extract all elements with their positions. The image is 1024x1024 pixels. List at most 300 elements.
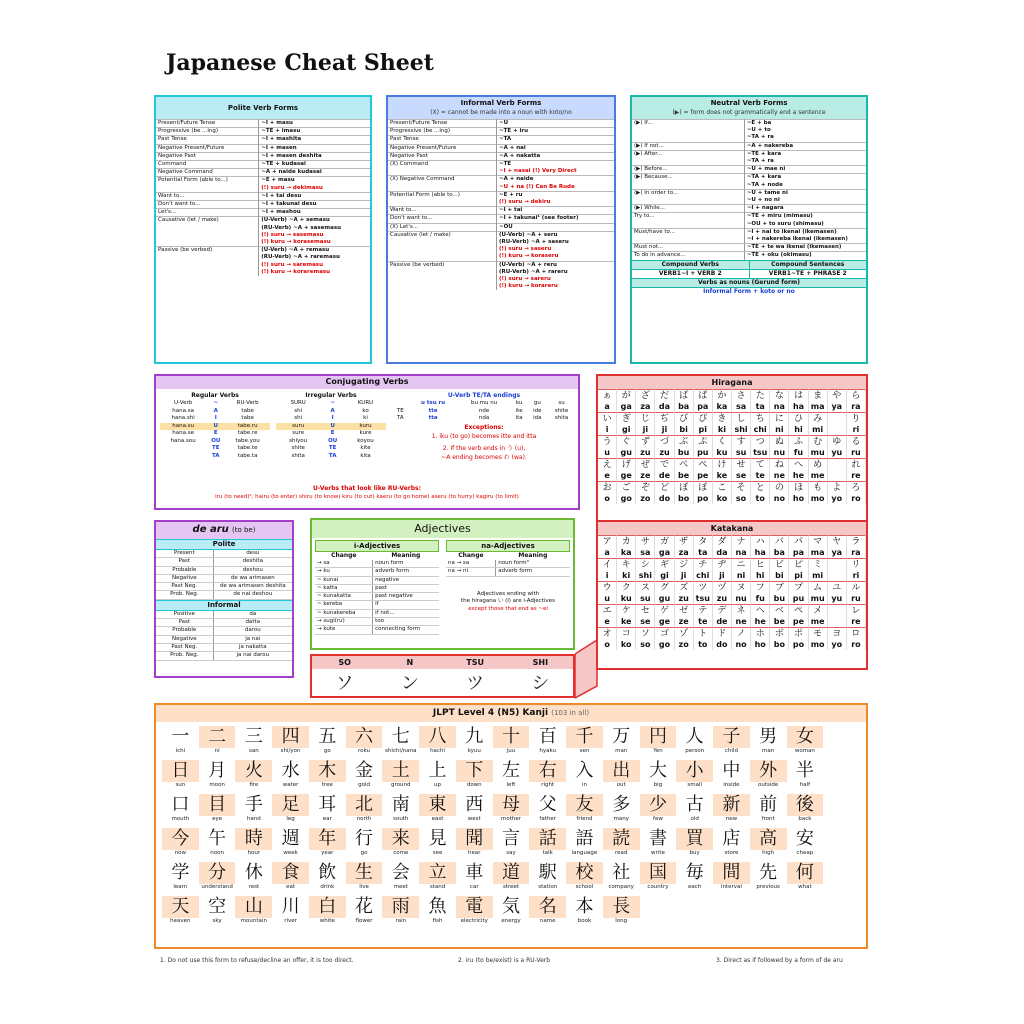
table-cell: KURU <box>357 400 374 406</box>
kana-romaji: ze <box>675 617 694 627</box>
kanji-cell <box>603 760 640 789</box>
kanji-cell <box>493 760 530 789</box>
row-meaning: connecting form <box>373 626 439 634</box>
kanji-char: 二 <box>199 726 236 748</box>
kana-romaji: to <box>751 494 770 504</box>
kanji-meaning: store <box>724 850 739 856</box>
row-value: (RU-Verb) ~A + rareru <box>498 268 568 275</box>
table-cell: su <box>558 400 565 406</box>
kanji-cell <box>309 794 346 823</box>
table-cell: ku <box>515 400 523 406</box>
kanji-char: 一 <box>171 726 190 747</box>
kanji-char: 女 <box>787 726 824 748</box>
kanji-meaning: what <box>798 884 812 890</box>
row-value: ja nai <box>213 635 292 643</box>
kana-romaji: e <box>598 471 617 481</box>
kanji-char: 人 <box>685 726 704 747</box>
kana-char: べ <box>675 458 694 471</box>
kanji-meaning: ground <box>391 782 411 788</box>
kana-romaji: bi <box>675 425 694 435</box>
kanji-meaning: street <box>502 884 520 890</box>
kana-char: ナ <box>732 535 751 548</box>
kana-romaji: bi <box>770 571 789 581</box>
kana-romaji: mo <box>809 494 828 504</box>
kana-char: ミ <box>809 558 828 571</box>
kanji-char: 円 <box>640 726 677 748</box>
table-row <box>388 276 614 283</box>
kana-char: ぱ <box>694 389 713 402</box>
kana-romaji: za <box>675 548 694 558</box>
kana-char: リ <box>847 558 866 571</box>
kanji-meaning: book <box>577 918 592 924</box>
table-cell: nde <box>478 407 490 414</box>
row-meaning: if <box>373 601 439 609</box>
gerund-label: Verbs as nouns (Gerund form) <box>632 278 866 287</box>
kana-romaji: ta <box>694 548 713 558</box>
row-value: ~I + masu <box>259 120 370 128</box>
kana-romaji: ga <box>655 548 674 558</box>
kanji-cell <box>529 794 566 823</box>
kanji-grid <box>156 722 866 925</box>
kanji-char: 大 <box>648 760 667 781</box>
table-row <box>276 453 386 461</box>
table-row <box>632 150 866 158</box>
kanji-meaning: leg <box>286 816 295 822</box>
kanji-char: 男 <box>759 726 778 747</box>
table-row <box>632 142 866 150</box>
kanji-char: 年 <box>309 828 346 850</box>
table-cell: shite <box>554 407 569 414</box>
kanji-cell <box>162 760 199 789</box>
kana-romaji: ne <box>732 617 751 627</box>
kana-char: グ <box>655 581 674 594</box>
kanji-meaning: understand <box>201 884 233 890</box>
kanji-meaning: kyuu <box>467 748 481 754</box>
kana-char: オ <box>598 627 617 640</box>
gerund-formula: Informal Form + koto or no <box>632 287 866 296</box>
row-label: Progressive (be ...ing) <box>388 128 496 136</box>
row-value: ~I + mashita <box>259 136 370 144</box>
kana-romaji: ka <box>617 548 636 558</box>
polite-title: Polite Verb Forms <box>227 104 299 112</box>
kanji-char: 社 <box>612 862 631 883</box>
kanji-cell <box>750 828 787 857</box>
table-row <box>315 576 439 584</box>
kanji-cell <box>750 760 787 789</box>
kanji-meaning: half <box>799 782 811 788</box>
kana-romaji: ru <box>847 448 866 458</box>
table-row <box>156 247 370 255</box>
kanji-meaning: noon <box>210 850 224 856</box>
kana-char: し <box>732 412 751 425</box>
compound-sentences-formula: VERB1~TE + PHRASE 2 <box>749 269 867 278</box>
kanji-char: 九 <box>465 726 484 747</box>
kanji-title: JLPT Level 4 (N5) Kanji <box>432 708 549 718</box>
row-label: Negative <box>156 574 213 582</box>
kanji-char: 父 <box>538 794 557 815</box>
table-row <box>156 269 370 276</box>
kana-romaji: da <box>713 548 732 558</box>
kanji-char: 西 <box>465 794 484 815</box>
row-value: (!) suru → dekimasu <box>261 184 323 191</box>
table-row <box>632 134 866 142</box>
kanji-char: 足 <box>272 794 309 816</box>
kana-romaji: so <box>732 494 751 504</box>
row-value: de nai deshou <box>213 591 292 599</box>
kana-char: へ <box>789 458 808 471</box>
row-value: ~TE + imasu <box>259 128 370 136</box>
row-label <box>388 253 496 261</box>
kana-romaji: bu <box>675 448 694 458</box>
row-label: Causative (let / make) <box>156 217 259 225</box>
conjugating-verbs-panel <box>154 374 580 510</box>
kanji-meaning: high <box>762 850 775 856</box>
table-row <box>156 152 370 160</box>
row-label: Negative Present/Future <box>156 144 259 152</box>
kanji-cell <box>346 726 383 755</box>
kanji-cell <box>235 896 272 925</box>
table-row <box>388 283 614 290</box>
look-like-title: U-Verbs that look like RU-Verbs: <box>312 485 421 492</box>
irregular-verbs <box>276 391 386 460</box>
kanji-char: 今 <box>162 828 199 850</box>
kana-romaji: shi <box>636 571 655 581</box>
row-label: Potential Form (able to...) <box>388 191 496 199</box>
kanji-char: 火 <box>235 760 272 782</box>
kana-romaji: pu <box>789 594 808 604</box>
table-cell: TE <box>328 445 337 451</box>
row-label: (▶) If... <box>632 120 744 128</box>
kana-char: ぜ <box>636 458 655 471</box>
kanji-char: 中 <box>722 760 741 781</box>
kana-romaji: shi <box>732 425 751 435</box>
kanji-meaning: learn <box>173 884 188 890</box>
kana-romaji: bo <box>770 640 789 650</box>
table-cell: RU-Verb <box>236 400 259 406</box>
kanji-meaning: sen <box>579 748 590 754</box>
kanji-meaning: come <box>393 850 409 856</box>
kanji-cell <box>346 828 383 857</box>
row-label: Negative Command <box>156 169 259 177</box>
kanji-meaning: energy <box>501 918 521 924</box>
kanji-meaning: rest <box>248 884 260 890</box>
kanji-meaning: company <box>608 884 634 890</box>
kanji-char: 子 <box>713 726 750 748</box>
kanji-meaning: up <box>434 782 442 788</box>
kana-romaji: ke <box>713 471 732 481</box>
row-label: (▶) Because... <box>632 174 744 182</box>
table-cell: ~ <box>330 400 335 406</box>
table-cell: koyou <box>357 437 374 444</box>
kanji-meaning: hand <box>246 816 261 822</box>
table-row <box>388 161 614 169</box>
table-row <box>156 144 370 152</box>
kana-romaji: pe <box>789 617 808 627</box>
row-label: Probable <box>156 566 213 574</box>
kanji-meaning: electricity <box>460 918 488 924</box>
kanji-meaning: juu <box>506 748 516 754</box>
na-adj-title: na-Adjectives <box>446 540 570 552</box>
kanji-meaning: east <box>431 816 444 822</box>
kana-char: ム <box>809 581 828 594</box>
kanji-cell <box>419 896 456 925</box>
row-label <box>632 158 744 166</box>
kanji-cell <box>823 794 860 823</box>
table-row <box>632 120 866 128</box>
row-label <box>632 197 744 205</box>
kana-romaji: ro <box>847 640 866 650</box>
kanji-meaning: hour <box>247 850 261 856</box>
i-adjectives <box>315 540 439 635</box>
kana-romaji: zu <box>675 594 694 604</box>
kanji-char: 見 <box>428 828 447 849</box>
table-row <box>156 652 292 660</box>
compound-formulas <box>632 269 866 278</box>
row-label <box>632 236 744 244</box>
row-label: Causative (let / make) <box>388 231 496 239</box>
table-row <box>156 574 292 582</box>
kanji-cell <box>419 726 456 755</box>
kanji-cell <box>346 794 383 823</box>
row-label: Must not... <box>632 244 744 252</box>
katakana-title: Katakana <box>598 522 866 535</box>
kanji-char: 校 <box>566 862 603 884</box>
kana-romaji: u <box>598 594 617 604</box>
kanji-cell <box>199 760 236 789</box>
table-row <box>156 177 370 185</box>
row-value: ~I + takunai¹ (see footer) <box>496 215 614 223</box>
table-row <box>388 207 614 215</box>
kanji-meaning: sky <box>212 918 222 924</box>
kanji-cell <box>272 896 309 925</box>
hiragana-title: Hiragana <box>598 376 866 389</box>
kana-char: サ <box>636 535 655 548</box>
kana-char: カ <box>617 535 636 548</box>
kana-char: づ <box>655 435 674 448</box>
kanji-char: 目 <box>199 794 236 816</box>
table-row <box>388 253 614 261</box>
kana-char: だ <box>655 389 674 402</box>
row-value: (U-Verb) ~A + seru <box>496 231 614 239</box>
col-meaning: Meaning <box>518 552 548 559</box>
kanji-char: 立 <box>419 862 456 884</box>
row-change: ~ kunakatta <box>315 593 373 601</box>
kana-char: ぽ <box>694 481 713 494</box>
kana-char: と <box>751 481 770 494</box>
neutral-note: (▶) = form does not grammatically end a sentence <box>672 109 826 116</box>
row-label: Want to... <box>388 207 496 215</box>
kanji-meaning: fish <box>432 918 443 924</box>
kanji-cell <box>529 828 566 857</box>
kana-char: デ <box>713 604 732 617</box>
kana-char: ヅ <box>713 581 732 594</box>
kana-romaji: chi <box>751 425 770 435</box>
table-cell: shita <box>554 415 569 421</box>
row-label: (▶) After... <box>632 150 744 158</box>
table-cell: TE <box>212 445 220 451</box>
kanji-meaning: left <box>506 782 516 788</box>
kana-char: ケ <box>617 604 636 617</box>
table-row <box>156 128 370 136</box>
so-n-tsu-shi-header: N <box>406 658 414 667</box>
kana-char: ル <box>847 581 866 594</box>
table-cell: hana.se <box>172 430 194 436</box>
kana-romaji: a <box>598 548 617 558</box>
kanji-cell <box>162 726 199 755</box>
table-cell: ide <box>533 407 542 414</box>
so-n-tsu-shi-panel <box>310 654 575 698</box>
kana-romaji: no <box>770 494 789 504</box>
kanji-meaning: live <box>359 884 369 890</box>
kanji-char: 週 <box>281 828 300 849</box>
kanji-cell <box>676 726 713 755</box>
kanji-char: 間 <box>713 862 750 884</box>
kanji-meaning: each <box>688 884 702 890</box>
row-value: (U-Verb) ~A + remasu <box>259 247 370 255</box>
row-change: → ku <box>315 568 373 576</box>
kana-romaji: chi <box>694 571 713 581</box>
compound-header <box>632 260 866 269</box>
kana-char: ツ <box>694 581 713 594</box>
row-label <box>388 184 496 192</box>
kanji-char: 時 <box>235 828 272 850</box>
col-change: Change <box>458 552 484 559</box>
kana-romaji: do <box>713 640 732 650</box>
hiragana-grid <box>598 389 866 504</box>
kana-romaji: ri <box>847 571 866 581</box>
kanji-meaning: fire <box>249 782 259 788</box>
kanji-char: 出 <box>603 760 640 782</box>
table-cell: suru <box>276 423 320 431</box>
kanji-meaning: rain <box>395 918 407 924</box>
i-adj-table <box>315 552 439 635</box>
table-cell: U <box>320 423 345 431</box>
kanji-meaning: shi/yon <box>280 748 301 754</box>
row-label: Past Neg. <box>156 583 213 591</box>
kanji-cell <box>162 828 199 857</box>
kana-char: ウ <box>598 581 617 594</box>
kana-char: イ <box>598 558 617 571</box>
table-row <box>276 438 386 446</box>
kana-romaji: hi <box>789 425 808 435</box>
informal-table <box>388 119 614 290</box>
kana-romaji: o <box>598 494 617 504</box>
kanji-meaning: water <box>282 782 299 788</box>
kana-char: ド <box>713 627 732 640</box>
kanji-meaning: ni <box>214 748 220 754</box>
row-value: (!) kuru → koraremasu <box>261 268 331 275</box>
row-label: Passive (be verbed) <box>388 261 496 269</box>
kanji-cell <box>640 760 677 789</box>
kanji-cell <box>529 896 566 925</box>
kanji-cell <box>162 794 199 823</box>
table-row <box>392 400 576 408</box>
kana-char: ね <box>770 458 789 471</box>
kanji-meaning: out <box>616 782 626 788</box>
kana-char: チ <box>694 558 713 571</box>
kanji-char: 古 <box>685 794 704 815</box>
table-cell: tta <box>428 415 438 421</box>
kana-char: ヂ <box>713 558 732 571</box>
table-cell: u tsu ru <box>420 400 446 406</box>
table-row <box>632 213 866 221</box>
table-row <box>156 169 370 177</box>
header-row <box>315 552 439 560</box>
row-meaning: too <box>373 618 439 626</box>
so-n-tsu-shi-char: ソ <box>335 673 354 694</box>
table-cell: tabe <box>241 415 254 421</box>
table-row <box>156 619 292 627</box>
table-cell: A <box>330 407 335 414</box>
kana-romaji: ga <box>617 402 636 412</box>
table-cell: I <box>214 415 217 421</box>
kana-char: め <box>809 458 828 471</box>
table-row <box>388 199 614 207</box>
kana-char: パ <box>789 535 808 548</box>
kanji-char: 休 <box>244 862 263 883</box>
kanji-meaning: ichi <box>175 748 186 754</box>
kanji-meaning: name <box>539 918 556 924</box>
kanji-meaning: roku <box>358 748 371 754</box>
compound-verbs-formula: VERB1~I + VERB 2 <box>632 269 749 278</box>
kanji-meaning: small <box>687 782 702 788</box>
regular-title: Regular Verbs <box>191 392 239 399</box>
table-cell: ite <box>515 407 523 414</box>
table-row <box>160 400 270 408</box>
kanji-char: 入 <box>575 760 594 781</box>
table-cell: kita <box>360 452 371 459</box>
table-cell: SURU <box>290 400 306 406</box>
kanji-char: 少 <box>640 794 677 816</box>
table-cell: ~ <box>213 400 219 406</box>
kanji-meaning: say <box>506 850 516 856</box>
kanji-char: 何 <box>787 862 824 884</box>
kanji-cell <box>603 862 640 891</box>
row-value: ~I + tai <box>496 207 614 215</box>
kana-char: ぢ <box>655 412 674 425</box>
kanji-char: 気 <box>501 896 520 917</box>
row-value: (!) kuru → koraseru <box>498 253 559 260</box>
kanji-cell <box>750 794 787 823</box>
row-label: Prob. Neg. <box>156 652 213 660</box>
kana-romaji: ba <box>675 402 694 412</box>
table-row <box>160 453 270 461</box>
so-n-tsu-shi-char: ン <box>400 673 419 694</box>
kana-romaji: ni <box>770 425 789 435</box>
kana-char: ゲ <box>655 604 674 617</box>
kana-char: ス <box>636 581 655 594</box>
kana-char: て <box>751 458 770 471</box>
kanji-cell <box>529 760 566 789</box>
kanji-meaning: interval <box>720 884 742 890</box>
kana-char: ヤ <box>828 535 847 548</box>
neutral-title: Neutral Verb Forms <box>710 99 788 107</box>
hiragana-panel <box>596 374 868 523</box>
kana-char: ホ <box>751 627 770 640</box>
kana-char: ノ <box>732 627 751 640</box>
kana-char: ラ <box>847 535 866 548</box>
row-label <box>156 254 259 261</box>
row-value: (!) suru → sareru <box>498 276 551 283</box>
table-row <box>160 430 270 438</box>
table-row <box>388 184 614 192</box>
kanji-meaning: san <box>248 748 259 754</box>
table-row <box>156 583 292 591</box>
kana-char: ふ <box>789 435 808 448</box>
table-cell: ko <box>362 407 369 414</box>
kana-char: ビ <box>770 558 789 571</box>
kanji-cell <box>787 794 824 823</box>
